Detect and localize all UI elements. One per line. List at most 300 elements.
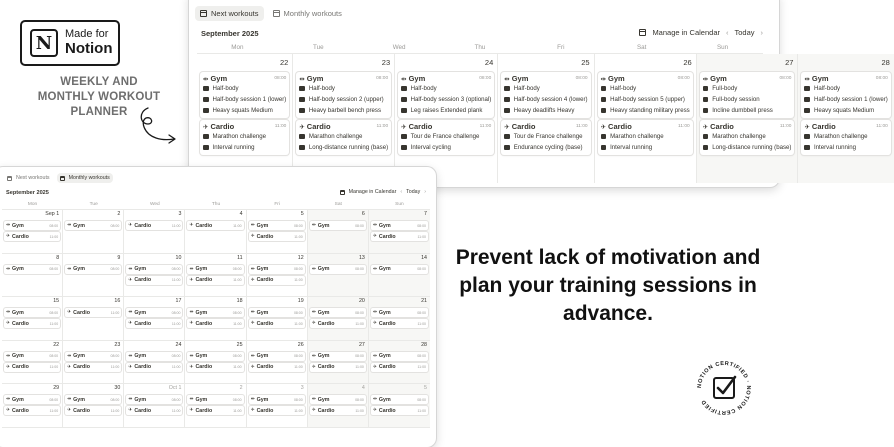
day-cell <box>2 210 63 254</box>
event-time: 11:00 <box>171 408 181 413</box>
cardio-event-card[interactable] <box>249 406 305 415</box>
month-label: September 2025 <box>6 190 49 196</box>
event-title: Cardio <box>195 407 213 414</box>
day-cell <box>247 384 308 428</box>
event-time: 08:00 <box>293 223 303 228</box>
page-icon <box>299 97 305 103</box>
tab-monthly-workouts[interactable] <box>268 6 347 21</box>
dumbbell-icon: ⇹ <box>250 397 255 403</box>
linked-page[interactable] <box>504 142 587 153</box>
cardio-event-card[interactable] <box>249 276 305 285</box>
gym-event-card[interactable] <box>398 72 494 118</box>
cardio-event-card[interactable] <box>371 232 428 241</box>
cardio-icon: ✈ <box>67 408 72 414</box>
chevron-left-icon[interactable]: ‹ <box>725 28 729 37</box>
calendar-icon <box>639 29 646 36</box>
page-icon <box>299 86 305 92</box>
calendar-icon <box>60 176 65 181</box>
cardio-event-card[interactable] <box>126 363 182 372</box>
tab-monthly-workouts[interactable] <box>57 173 113 183</box>
event-time: 11:00 <box>110 310 120 315</box>
dumbbell-icon: ⇹ <box>372 353 377 359</box>
event-time: 11:00 <box>49 321 59 326</box>
cardio-icon: ✈ <box>6 364 11 370</box>
event-title: Gym <box>256 353 269 360</box>
day-cell <box>308 341 369 385</box>
gym-event-card[interactable] <box>200 72 289 118</box>
cardio-event-card[interactable] <box>200 120 289 155</box>
page-icon <box>601 97 607 103</box>
event-title: Gym <box>73 222 85 229</box>
event-header <box>299 74 388 83</box>
cardio-event-card[interactable] <box>501 120 590 155</box>
event-title: Cardio <box>408 122 433 131</box>
linked-page-label: Marathon challenge <box>212 133 267 140</box>
page-icon <box>504 108 510 114</box>
linked-page[interactable] <box>401 142 491 153</box>
gym-event-card[interactable] <box>371 308 428 317</box>
day-cell <box>63 254 124 298</box>
event-time: 11:00 <box>417 321 426 326</box>
linked-page[interactable] <box>203 83 286 94</box>
cardio-icon: ✈ <box>504 123 510 131</box>
page-icon <box>703 108 709 114</box>
tab-next-workouts[interactable] <box>4 173 53 183</box>
event-title: Cardio <box>378 364 396 371</box>
day-cell <box>2 297 63 341</box>
event-title: Gym <box>210 74 228 83</box>
cardio-icon: ✈ <box>250 234 255 239</box>
cardio-event-card[interactable] <box>4 363 60 372</box>
dumbbell-icon: ⇹ <box>67 353 72 359</box>
gym-event-card[interactable] <box>65 265 121 274</box>
cardio-event-card[interactable] <box>4 406 60 415</box>
gym-event-card[interactable] <box>126 395 182 404</box>
day-cell <box>308 254 369 298</box>
cardio-event-card[interactable] <box>126 406 182 415</box>
cardio-event-card[interactable] <box>126 276 182 285</box>
day-cell <box>124 297 185 341</box>
linked-page[interactable] <box>804 131 887 142</box>
linked-page[interactable] <box>601 83 690 94</box>
gym-event-card[interactable] <box>249 308 305 317</box>
cardio-event-card[interactable] <box>187 319 243 328</box>
cardio-icon: ✈ <box>6 321 11 327</box>
cardio-icon: ✈ <box>128 321 133 327</box>
linked-page[interactable] <box>703 142 792 153</box>
badge-line1: Made for <box>65 28 109 41</box>
cardio-event-card[interactable] <box>249 232 305 241</box>
week-grid <box>197 53 890 183</box>
linked-page[interactable] <box>601 105 690 116</box>
event-title: Gym <box>73 353 85 360</box>
event-time: 11:00 <box>233 408 242 413</box>
date-number: 12 <box>297 254 304 261</box>
dumbbell-icon: ⇹ <box>128 353 133 359</box>
linked-page[interactable] <box>703 94 792 105</box>
gym-event-card[interactable] <box>371 265 428 274</box>
linked-page[interactable] <box>299 94 388 105</box>
event-time: 11:00 <box>355 365 364 370</box>
gym-event-card[interactable] <box>4 352 60 361</box>
date-number: 16 <box>114 298 121 305</box>
event-time: 08:00 <box>355 310 364 315</box>
event-title: Cardio <box>378 233 396 240</box>
cardio-event-card[interactable] <box>126 319 182 328</box>
event-time: 08:00 <box>575 76 588 81</box>
event-title: Cardio <box>256 277 274 284</box>
cardio-event-card[interactable] <box>187 276 243 285</box>
dumbbell-icon: ⇹ <box>128 397 133 403</box>
event-time: 08:00 <box>232 397 242 402</box>
event-title: Gym <box>12 396 24 403</box>
gym-event-card[interactable] <box>249 265 305 274</box>
event-title: Gym <box>256 396 269 403</box>
gym-event-card[interactable] <box>126 352 182 361</box>
event-title: Cardio <box>256 364 274 371</box>
manage-in-calendar-button[interactable]: Manage in Calendar <box>652 28 720 37</box>
cardio-event-card[interactable] <box>249 363 305 372</box>
cardio-icon: ✈ <box>250 364 255 370</box>
cardio-icon: ✈ <box>250 277 255 283</box>
event-time: 08:00 <box>110 354 120 359</box>
gym-event-card[interactable] <box>249 221 305 230</box>
chevron-right-icon[interactable]: › <box>424 189 426 195</box>
event-time: 08:00 <box>677 76 690 81</box>
event-time: 11:00 <box>876 124 888 129</box>
month-label: September 2025 <box>201 29 259 38</box>
date-number: 23 <box>381 58 391 67</box>
gym-event-card[interactable] <box>310 221 366 230</box>
gym-event-card[interactable] <box>4 308 60 317</box>
linked-page-label: Interval running <box>610 144 653 151</box>
linked-page-label: Half-body <box>410 85 437 92</box>
cardio-event-card[interactable] <box>65 308 121 317</box>
linked-page[interactable] <box>504 105 587 116</box>
page-icon <box>401 145 407 151</box>
linked-page-label: Long-distance running (base) <box>308 144 389 151</box>
event-title: Gym <box>317 222 330 229</box>
calendar-icon <box>340 190 345 195</box>
cardio-event-card[interactable] <box>700 120 795 155</box>
gym-event-card[interactable] <box>371 395 428 404</box>
dumbbell-icon: ⇹ <box>311 266 316 272</box>
event-title: Gym <box>195 396 208 403</box>
event-title: Gym <box>256 266 269 273</box>
linked-page[interactable] <box>299 131 388 142</box>
gym-event-card[interactable] <box>65 221 121 230</box>
linked-page[interactable] <box>804 94 887 105</box>
cardio-icon: ✈ <box>250 408 255 414</box>
page-icon <box>804 134 810 140</box>
event-time: 08:00 <box>232 310 242 315</box>
linked-page[interactable] <box>203 105 286 116</box>
date-number: 24 <box>484 58 494 67</box>
page-icon <box>601 86 607 92</box>
date-number: 10 <box>175 254 182 261</box>
event-time: 08:00 <box>355 223 364 228</box>
event-time: 11:00 <box>479 124 492 129</box>
linked-page[interactable] <box>401 94 491 105</box>
linked-page-label: Full-body <box>712 85 738 92</box>
event-time: 11:00 <box>294 278 303 283</box>
gym-event-card[interactable] <box>187 352 243 361</box>
linked-page[interactable] <box>703 83 792 94</box>
event-time: 11:00 <box>233 365 242 370</box>
day-cell <box>369 297 430 341</box>
page-icon <box>203 108 209 114</box>
page-icon <box>804 145 810 151</box>
dumbbell-icon: ⇹ <box>311 310 316 316</box>
page-icon <box>203 97 209 103</box>
gym-event-card[interactable] <box>187 308 243 317</box>
cardio-event-card[interactable] <box>249 319 305 328</box>
tab-next-workouts[interactable] <box>195 6 264 21</box>
cardio-event-card[interactable] <box>187 406 243 415</box>
linked-page[interactable] <box>203 142 286 153</box>
linked-page[interactable] <box>601 131 690 142</box>
cardio-event-card[interactable] <box>598 120 693 155</box>
event-title: Gym <box>317 396 330 403</box>
event-time: 11:00 <box>49 234 59 239</box>
event-title: Cardio <box>511 122 536 131</box>
linked-page[interactable] <box>299 105 388 116</box>
event-title: Gym <box>134 353 147 360</box>
page-icon <box>203 86 209 92</box>
cardio-event-card[interactable] <box>4 319 60 328</box>
linked-page-label: Endurance cycling (base) <box>513 144 583 151</box>
gym-event-card[interactable] <box>187 395 243 404</box>
gym-event-card[interactable] <box>249 352 305 361</box>
event-time: 08:00 <box>417 267 426 272</box>
weekday-label: Thu <box>474 44 486 51</box>
event-header <box>703 122 792 131</box>
event-title: Gym <box>317 353 330 360</box>
event-title: Cardio <box>210 122 235 131</box>
gym-event-card[interactable] <box>296 72 391 118</box>
event-title: Gym <box>306 74 324 83</box>
linked-page[interactable] <box>601 142 690 153</box>
linked-page[interactable] <box>401 105 491 116</box>
page-icon <box>401 108 407 114</box>
day-cell <box>247 341 308 385</box>
event-time: 11:00 <box>678 124 690 129</box>
linked-page[interactable] <box>703 131 792 142</box>
gym-event-card[interactable] <box>700 72 795 118</box>
event-title: Cardio <box>73 364 90 371</box>
event-time: 11:00 <box>294 365 303 370</box>
dumbbell-icon: ⇹ <box>6 266 11 272</box>
event-title: Gym <box>378 309 391 316</box>
cardio-event-card[interactable] <box>371 363 428 372</box>
event-title: Cardio <box>317 407 335 414</box>
dumbbell-icon: ⇹ <box>203 75 209 83</box>
day-cell <box>308 384 369 428</box>
cardio-icon: ✈ <box>189 364 194 370</box>
event-title: Cardio <box>256 233 274 240</box>
event-title: Gym <box>12 222 24 229</box>
chevron-left-icon[interactable]: ‹ <box>400 189 403 195</box>
weekday-label: Wed <box>149 202 160 207</box>
date-number: 6 <box>361 211 365 217</box>
page-icon <box>299 134 305 140</box>
linked-page[interactable] <box>504 83 587 94</box>
event-title: Gym <box>378 266 391 273</box>
day-cell <box>124 384 185 428</box>
linked-page[interactable] <box>299 83 388 94</box>
cardio-event-card[interactable] <box>187 221 243 230</box>
cardio-icon: ✈ <box>372 364 377 370</box>
today-button[interactable]: Today <box>406 189 421 195</box>
date-number: 26 <box>683 58 692 67</box>
date-number: 11 <box>237 254 243 261</box>
curved-arrow-icon <box>134 104 180 150</box>
event-time: 11:00 <box>49 365 59 370</box>
linked-page[interactable] <box>203 94 286 105</box>
event-title: Cardio <box>134 364 152 371</box>
gym-event-card[interactable] <box>310 395 366 404</box>
chevron-right-icon[interactable]: › <box>760 28 763 37</box>
event-title: Cardio <box>134 407 152 414</box>
day-cell <box>308 210 369 254</box>
cardio-event-card[interactable] <box>65 406 121 415</box>
today-button[interactable]: Today <box>734 28 755 37</box>
cardio-event-card[interactable] <box>310 319 366 328</box>
gym-event-card[interactable] <box>598 72 693 118</box>
event-time: 08:00 <box>779 76 792 81</box>
gym-event-card[interactable] <box>310 265 366 274</box>
day-cell <box>595 54 697 183</box>
page-icon <box>601 134 607 140</box>
cardio-event-card[interactable] <box>65 363 121 372</box>
gym-event-card[interactable] <box>4 395 60 404</box>
linked-page[interactable] <box>401 131 491 142</box>
gym-event-card[interactable] <box>249 395 305 404</box>
linked-page[interactable] <box>299 142 388 153</box>
linked-page[interactable] <box>401 83 491 94</box>
linked-page[interactable] <box>601 94 690 105</box>
linked-page[interactable] <box>703 105 792 116</box>
linked-page[interactable] <box>804 142 887 153</box>
dumbbell-icon: ⇹ <box>6 353 11 359</box>
cardio-event-card[interactable] <box>398 120 494 155</box>
gym-event-card[interactable] <box>310 352 366 361</box>
event-title: Cardio <box>608 122 632 131</box>
cardio-event-card[interactable] <box>126 221 182 230</box>
cardio-event-card[interactable] <box>296 120 391 155</box>
gym-event-card[interactable] <box>4 265 60 274</box>
date-number: 14 <box>421 254 427 261</box>
manage-in-calendar-button[interactable]: Manage in Calendar <box>348 189 397 195</box>
linked-page-label: Long-distance running (base) <box>712 144 792 151</box>
linked-page[interactable] <box>504 94 587 105</box>
dumbbell-icon: ⇹ <box>250 353 255 359</box>
event-header <box>804 74 887 83</box>
event-time: 08:00 <box>49 397 59 402</box>
cardio-event-card[interactable] <box>187 363 243 372</box>
gym-event-card[interactable] <box>65 352 121 361</box>
event-title: Gym <box>134 396 147 403</box>
event-title: Cardio <box>73 407 90 414</box>
weekday-label: Mon <box>27 202 38 207</box>
day-cell <box>124 210 185 254</box>
made-for-notion-badge <box>20 20 120 66</box>
cardio-event-card[interactable] <box>371 406 428 415</box>
date-number: 5 <box>424 385 427 392</box>
dumbbell-icon: ⇹ <box>311 353 316 359</box>
gym-event-card[interactable] <box>187 265 243 274</box>
gym-event-card[interactable] <box>126 265 182 274</box>
date-number: 2 <box>239 385 243 392</box>
dumbbell-icon: ⇹ <box>6 223 11 228</box>
event-time: 11:00 <box>171 223 181 228</box>
linked-page-label: Half-body session 3 (optional) <box>410 96 492 103</box>
event-header <box>203 122 286 131</box>
view-tabs <box>4 173 113 183</box>
gym-event-card[interactable] <box>65 395 121 404</box>
event-title: Cardio <box>317 320 335 327</box>
cardio-event-card[interactable] <box>371 319 428 328</box>
event-time: 11:00 <box>110 365 120 370</box>
cardio-event-card[interactable] <box>4 232 60 241</box>
linked-page[interactable] <box>504 131 587 142</box>
linked-page[interactable] <box>804 105 887 116</box>
gym-event-card[interactable] <box>371 352 428 361</box>
linked-page[interactable] <box>804 83 887 94</box>
gym-event-card[interactable] <box>371 221 428 230</box>
weekday-label: Sat <box>636 44 647 51</box>
gym-event-card[interactable] <box>501 72 590 118</box>
linked-page-label: Half-body session 2 (upper) <box>308 96 384 103</box>
cardio-event-card[interactable] <box>310 406 366 415</box>
linked-page-label: Marathon challenge <box>610 133 664 140</box>
page-icon <box>804 86 810 92</box>
day-cell <box>697 54 799 183</box>
event-header <box>504 122 587 131</box>
page-icon <box>203 134 209 140</box>
cardio-event-card[interactable] <box>801 120 890 155</box>
weekday-label: Wed <box>392 44 406 51</box>
linked-page-label: Interval running <box>813 144 856 151</box>
weekday-header <box>2 202 430 207</box>
event-header <box>203 74 286 83</box>
tab-label: Next workouts <box>211 9 259 18</box>
gym-event-card[interactable] <box>126 308 182 317</box>
date-number: 25 <box>236 341 243 348</box>
event-time: 08:00 <box>171 397 181 402</box>
dumbbell-icon: ⇹ <box>250 266 255 272</box>
event-title: Gym <box>195 353 208 360</box>
gym-event-card[interactable] <box>801 72 890 118</box>
event-header <box>504 74 587 83</box>
dumbbell-icon: ⇹ <box>600 75 607 83</box>
date-number: 19 <box>297 298 304 305</box>
date-number: 8 <box>56 254 60 261</box>
event-title: Gym <box>256 222 269 229</box>
event-time: 08:00 <box>232 354 242 359</box>
event-time: 11:00 <box>355 408 364 413</box>
event-time: 11:00 <box>233 223 242 228</box>
event-time: 08:00 <box>293 397 303 402</box>
cardio-event-card[interactable] <box>310 363 366 372</box>
day-cell <box>247 254 308 298</box>
day-cell <box>63 210 124 254</box>
linked-page[interactable] <box>203 131 286 142</box>
event-time: 08:00 <box>110 267 120 272</box>
event-time: 08:00 <box>417 310 426 315</box>
gym-event-card[interactable] <box>310 308 366 317</box>
gym-event-card[interactable] <box>4 221 60 230</box>
